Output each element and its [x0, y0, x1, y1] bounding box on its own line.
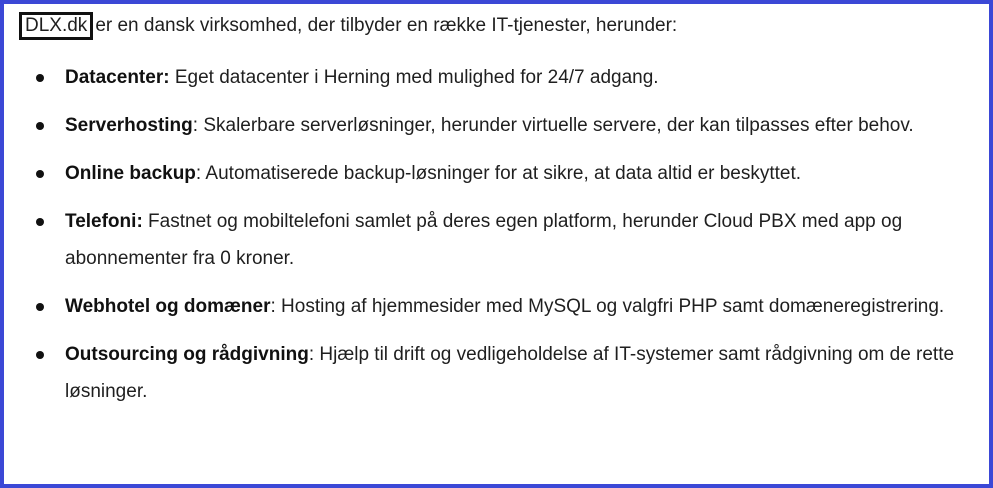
- list-item-datacenter: [4, 59, 989, 96]
- service-description: Skalerbare serverløsninger, herunder virtuelle servere, der kan tilpasses efter behov.: [198, 115, 914, 136]
- intro-text: er en dansk virksomhed, der tilbyder en række IT-tjenester, herunder:: [95, 15, 678, 36]
- service-description: Eget datacenter i Herning med mulighed for 24/7 adgang.: [169, 67, 659, 88]
- service-separator: :: [195, 163, 202, 184]
- service-description: Hosting af hjemmesider med MySQL og valgfri PHP samt domæneregistrering.: [275, 296, 945, 317]
- service-title: Datacenter: [65, 67, 164, 88]
- service-separator: :: [308, 344, 315, 365]
- list-item-serverhosting: [4, 107, 989, 144]
- service-title: Outsourcing og rådgivning: [65, 344, 309, 365]
- service-title: Serverhosting: [65, 115, 193, 136]
- service-separator: :: [192, 115, 199, 136]
- service-description: Fastnet og mobiltelefoni samlet på deres egen platform, herunder Cloud PBX med app og abonnementer fra 0 kroner.: [65, 211, 903, 269]
- intro-paragraph: [19, 12, 677, 40]
- list-item-outsourcing: [4, 336, 989, 410]
- service-title: Webhotel og domæner: [65, 296, 271, 317]
- service-title: Online backup: [65, 163, 196, 184]
- service-separator: :: [136, 211, 143, 232]
- service-description: Automatiserede backup-løsninger for at sikre, at data altid er beskyttet.: [201, 163, 802, 184]
- service-description: Hjælp til drift og vedligeholdelse af IT-systemer samt rådgivning om de rette løsninger.: [65, 344, 955, 402]
- list-item-webhotel: [4, 288, 989, 325]
- service-separator: :: [270, 296, 276, 317]
- list-item-telefoni: [4, 203, 989, 277]
- service-separator: :: [163, 67, 170, 88]
- service-title: Telefoni: [65, 211, 137, 232]
- brand-name-highlight: DLX.dk: [19, 12, 93, 40]
- list-item-online-backup: [4, 155, 989, 192]
- services-list: [4, 59, 989, 421]
